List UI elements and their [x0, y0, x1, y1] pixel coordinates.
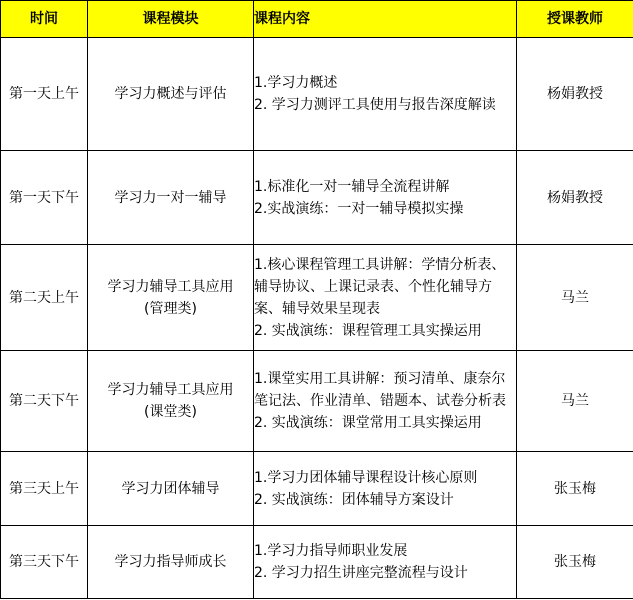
time-cell: 第三天下午 — [1, 526, 88, 599]
time-cell: 第二天上午 — [1, 245, 88, 351]
header-time: 时间 — [1, 1, 88, 38]
teacher-cell: 张玉梅 — [517, 526, 633, 599]
content-line: 1.核心课程管理工具讲解：学情分析表、辅导协议、上课记录表、个性化辅导方案、辅导效果呈现表 — [254, 256, 506, 317]
header-content: 课程内容 — [254, 1, 517, 38]
teacher-cell: 杨娟教授 — [517, 38, 633, 151]
content-line: 2.实战演练：一对一辅导模拟实操 — [254, 200, 464, 217]
teacher-cell: 张玉梅 — [517, 452, 633, 526]
time-cell: 第三天上午 — [1, 452, 88, 526]
content-line: 1.学习力指导师职业发展 — [254, 543, 408, 559]
teacher-cell: 马兰 — [517, 245, 633, 351]
time-cell: 第二天下午 — [1, 351, 88, 452]
content-cell — [254, 452, 517, 526]
time-cell: 第一天下午 — [1, 151, 88, 245]
table-row — [1, 526, 633, 599]
content-cell — [254, 38, 517, 151]
module-cell — [88, 452, 254, 526]
module-text: 学习力一对一辅导 — [114, 189, 227, 206]
table-row — [1, 452, 633, 526]
content-line: 2. 学习力测评工具使用与报告深度解读 — [254, 97, 496, 113]
content-cell — [254, 151, 517, 245]
teacher-cell: 杨娟教授 — [517, 151, 633, 245]
time-cell: 第一天上午 — [1, 38, 88, 151]
content-line: 2. 实战演练：团体辅导方案设计 — [254, 491, 454, 508]
content-line: 1.标准化一对一辅导全流程讲解 — [254, 178, 450, 195]
table-row — [1, 245, 633, 351]
table-row — [1, 351, 633, 452]
module-cell — [88, 38, 254, 151]
module-cell — [88, 151, 254, 245]
content-line: 2. 学习力招生讲座完整流程与设计 — [254, 565, 468, 581]
module-text: 学习力概述与评估 — [114, 86, 227, 102]
module-cell — [88, 351, 254, 452]
header-module: 课程模块 — [88, 1, 254, 38]
content-line: 1.学习力团体辅导课程设计核心原则 — [254, 469, 478, 486]
module-text: 学习力辅导工具应用 — [107, 382, 234, 398]
module-text: 学习力指导师成长 — [114, 554, 227, 570]
content-cell — [254, 351, 517, 452]
module-cell — [88, 526, 254, 599]
module-text: 学习力辅导工具应用 — [107, 278, 234, 295]
module-subtext: (管理类) — [144, 300, 197, 317]
table-row — [1, 38, 633, 151]
content-line: 2. 实战演练：课程管理工具实操运用 — [254, 322, 482, 339]
content-line: 2. 实战演练：课堂常用工具实操运用 — [254, 415, 482, 431]
content-line: 1.学习力概述 — [254, 75, 338, 91]
module-cell — [88, 245, 254, 351]
table-row — [1, 151, 633, 245]
content-cell — [254, 526, 517, 599]
header-teacher: 授课教师 — [517, 1, 633, 38]
module-subtext: (课堂类) — [144, 404, 197, 420]
module-text: 学习力团体辅导 — [121, 480, 220, 497]
content-cell — [254, 245, 517, 351]
teacher-cell: 马兰 — [517, 351, 633, 452]
header-row — [1, 1, 633, 38]
content-line: 1.课堂实用工具讲解：预习清单、康奈尔笔记法、作业清单、错题本、试卷分析表 — [254, 371, 506, 409]
